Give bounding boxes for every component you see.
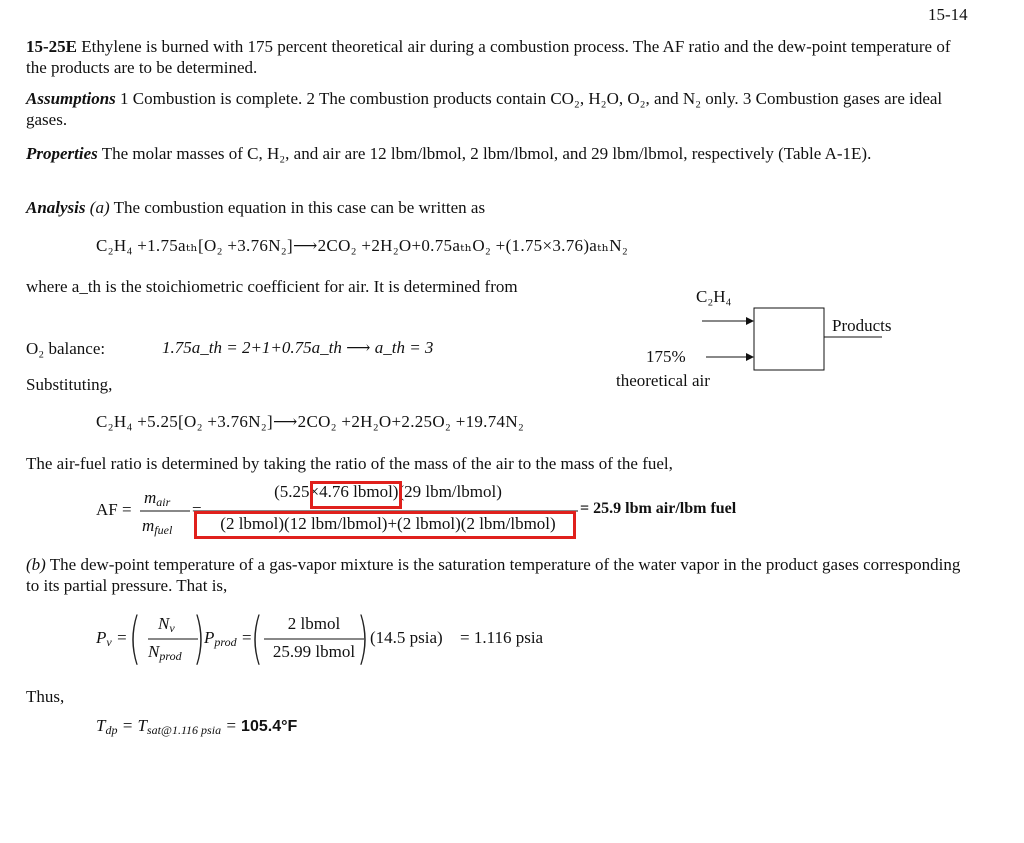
part-b-label: (b) [26, 555, 46, 574]
af-denominator: (2 lbmol)(12 lbm/lbmol)+(2 lbmol)(2 lbm/lbmol) [220, 514, 556, 533]
tdp-result: 105.4°F [241, 718, 298, 735]
af-numerator: (5.25×4.76 lbmol)(29 lbm/lbmol) [274, 482, 502, 501]
left-paren-2: ( [250, 606, 263, 671]
right-paren-1: ) [192, 606, 205, 671]
part-b-text: The dew-point temperature of a gas-vapor mixture is the saturation temperature of the water vapor in the product gases corresponding to its partial pressure. That is, [26, 555, 961, 595]
pv-denominator: 25.99 lbmol [272, 642, 356, 661]
properties-text: The molar masses of C, H₂, and air are 12 lbm/lbmol, 2 lbm/lbmol, and 29 lbm/lbmol, respectively (Table A-1E). [101, 144, 872, 163]
products-label: Products [832, 316, 892, 335]
pprod-symbol: $P_{prod}$ = [204, 628, 253, 649]
af-label: AF = [96, 500, 132, 519]
analysis-label: Analysis [26, 198, 86, 217]
equals-sign: = [192, 500, 202, 519]
highlight-box-denominator [194, 511, 576, 539]
af-result: = 25.9 lbm air/lbm fuel [580, 500, 737, 517]
substituting-label: Substituting, [26, 375, 113, 394]
analysis-text: The combustion equation in this case can be written as [113, 198, 486, 217]
problem-id: 15-25E [26, 37, 77, 56]
pv-equation [0, 606, 1024, 671]
air-percent: 175% [646, 347, 686, 366]
af-equation [0, 480, 1024, 540]
m-air: $m_{air}$ [144, 488, 171, 509]
thus-label: Thus, [26, 687, 65, 706]
pv-result: = 1.116 psia [460, 628, 544, 647]
where-text: where a_th is the stoichiometric coefficient for air. It is determined from [26, 277, 518, 296]
problem-statement [26, 36, 966, 78]
tdp-equation [96, 716, 496, 746]
air-arrowhead [746, 353, 754, 361]
o2-balance-equation: 1.75a_th = 2+1+0.75a_th ⟶ a_th = 3 [162, 338, 434, 357]
o2-balance-label: O₂ balance: [26, 339, 106, 358]
combustion-chamber [754, 308, 824, 370]
af-fraction-line-1 [140, 510, 190, 512]
m-fuel: $m_{fuel}$ [142, 516, 173, 537]
pv-fraction-line-1 [148, 638, 198, 640]
properties-label: Properties [26, 144, 98, 163]
right-paren-2: ) [356, 606, 369, 671]
fuel-arrowhead [746, 317, 754, 325]
assumptions-label: Assumptions [26, 89, 116, 108]
pv-symbol: $P_v$ = [96, 628, 128, 649]
analysis-part-a: (a) [89, 198, 110, 217]
combustion-equation-1: C₂H₄ +1.75aₜₕ[O₂ +3.76N₂]⟶2CO₂ +2H₂O+0.75aₜₕO₂ +(1.75×3.76)aₜₕN₂ [96, 236, 629, 255]
air-label: theoretical air [616, 371, 710, 390]
problem-text: Ethylene is burned with 175 percent theoretical air during a combustion process. The AF ratio and the dew-point temperature of the products are to be determined. [26, 37, 951, 77]
combustion-equation-2: C₂H₄ +5.25[O₂ +3.76N₂]⟶2CO₂ +2H₂O+2.25O₂ +19.74N₂ [96, 412, 525, 431]
pv-fraction-line-2 [264, 638, 364, 640]
part-b-paragraph [26, 554, 971, 596]
af-label-text: AF [96, 500, 118, 519]
af-intro-text: The air-fuel ratio is determined by taking the ratio of the mass of the air to the mass of the fuel, [26, 454, 673, 473]
highlight-box-numerator [310, 481, 402, 509]
fuel-label: C₂H₄ [696, 287, 732, 306]
analysis-paragraph [26, 197, 966, 218]
left-paren-1: ( [128, 606, 141, 671]
page-number: 15-14 [928, 5, 968, 24]
tdp-symbol: $T_{dp} = T_{sat@1.116 psia}$ = [96, 716, 242, 737]
pv-numerator: 2 lbmol [287, 614, 341, 633]
assumptions-paragraph [26, 88, 966, 130]
nprod-symbol: $N_{prod}$ [148, 642, 182, 663]
pv-pressure: (14.5 psia) [370, 628, 443, 647]
properties-paragraph [26, 143, 946, 164]
assumptions-text: 1 Combustion is complete. 2 The combustion products contain CO₂, H₂O, O₂, and N₂ only. 3 Combustion gases are ideal gases. [26, 89, 943, 129]
combustion-diagram [610, 280, 930, 390]
nv-symbol: $N_v$ [158, 614, 175, 635]
